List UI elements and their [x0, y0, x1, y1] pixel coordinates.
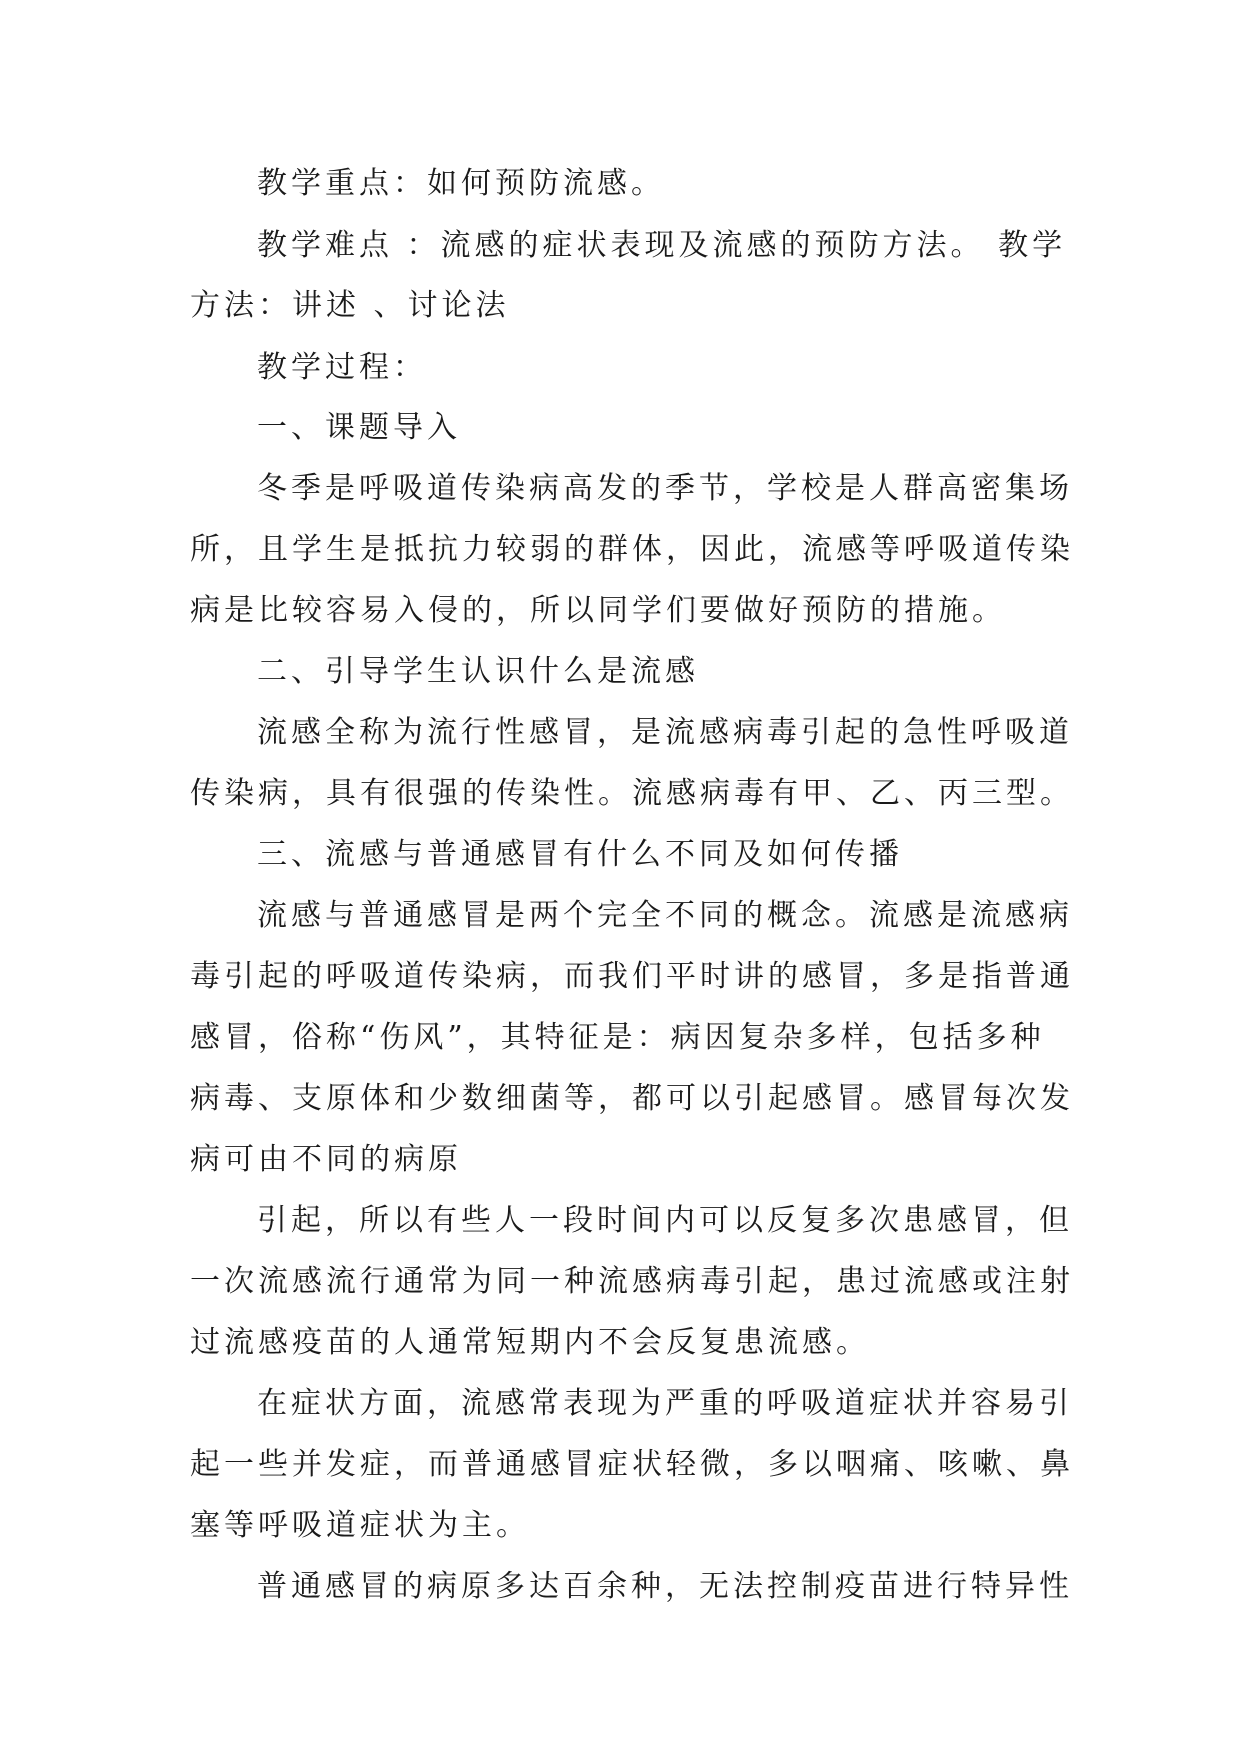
text-line: 传染病，具有很强的传染性。流感病毒有甲、乙、丙三型。 — [190, 776, 1074, 811]
text-line: 病毒、支原体和少数细菌等，都可以引起感冒。感冒每次发 — [190, 1081, 1074, 1116]
text-line: 方法：讲述 、讨论法 — [190, 288, 510, 323]
text-line: 流感全称为流行性感冒，是流感病毒引起的急性呼吸道 — [257, 715, 1073, 750]
text-line: 引起，所以有些人一段时间内可以反复多次患感冒，但 — [257, 1203, 1073, 1238]
text-line: 三、流感与普通感冒有什么不同及如何传播 — [257, 837, 903, 872]
text-line: 教学过程： — [257, 350, 427, 385]
text-line: 塞等呼吸道症状为主。 — [190, 1508, 530, 1543]
text-line: 病可由不同的病原 — [190, 1142, 462, 1177]
text-line: 过流感疫苗的人通常短期内不会反复患流感。 — [190, 1325, 870, 1360]
text-line: 一次流感流行通常为同一种流感病毒引起，患过流感或注射 — [190, 1264, 1074, 1299]
text-line: 教学难点 ：流感的症状表现及流感的预防方法。 教学 — [257, 228, 1067, 263]
text-line: 普通感冒的病原多达百余种，无法控制疫苗进行特异性 — [257, 1569, 1073, 1604]
text-line: 教学重点：如何预防流感。 — [257, 166, 665, 201]
text-line: 一、课题导入 — [257, 410, 461, 445]
text-line: 冬季是呼吸道传染病高发的季节，学校是人群高密集场 — [257, 471, 1073, 506]
text-line: 起一些并发症，而普通感冒症状轻微，多以咽痛、咳嗽、鼻 — [190, 1447, 1074, 1482]
text-line: 病是比较容易入侵的，所以同学们要做好预防的措施。 — [190, 593, 1006, 628]
text-line: 在症状方面，流感常表现为严重的呼吸道症状并容易引 — [257, 1386, 1073, 1421]
text-line: 二、引导学生认识什么是流感 — [257, 654, 699, 689]
text-line: 所，且学生是抵抗力较弱的群体，因此，流感等呼吸道传染 — [190, 532, 1074, 567]
text-line: 流感与普通感冒是两个完全不同的概念。流感是流感病 — [257, 898, 1073, 933]
text-line: 感冒，俗称“伤风”，其特征是：病因复杂多样，包括多种 — [190, 1020, 1045, 1055]
text-line: 毒引起的呼吸道传染病，而我们平时讲的感冒，多是指普通 — [190, 959, 1074, 994]
